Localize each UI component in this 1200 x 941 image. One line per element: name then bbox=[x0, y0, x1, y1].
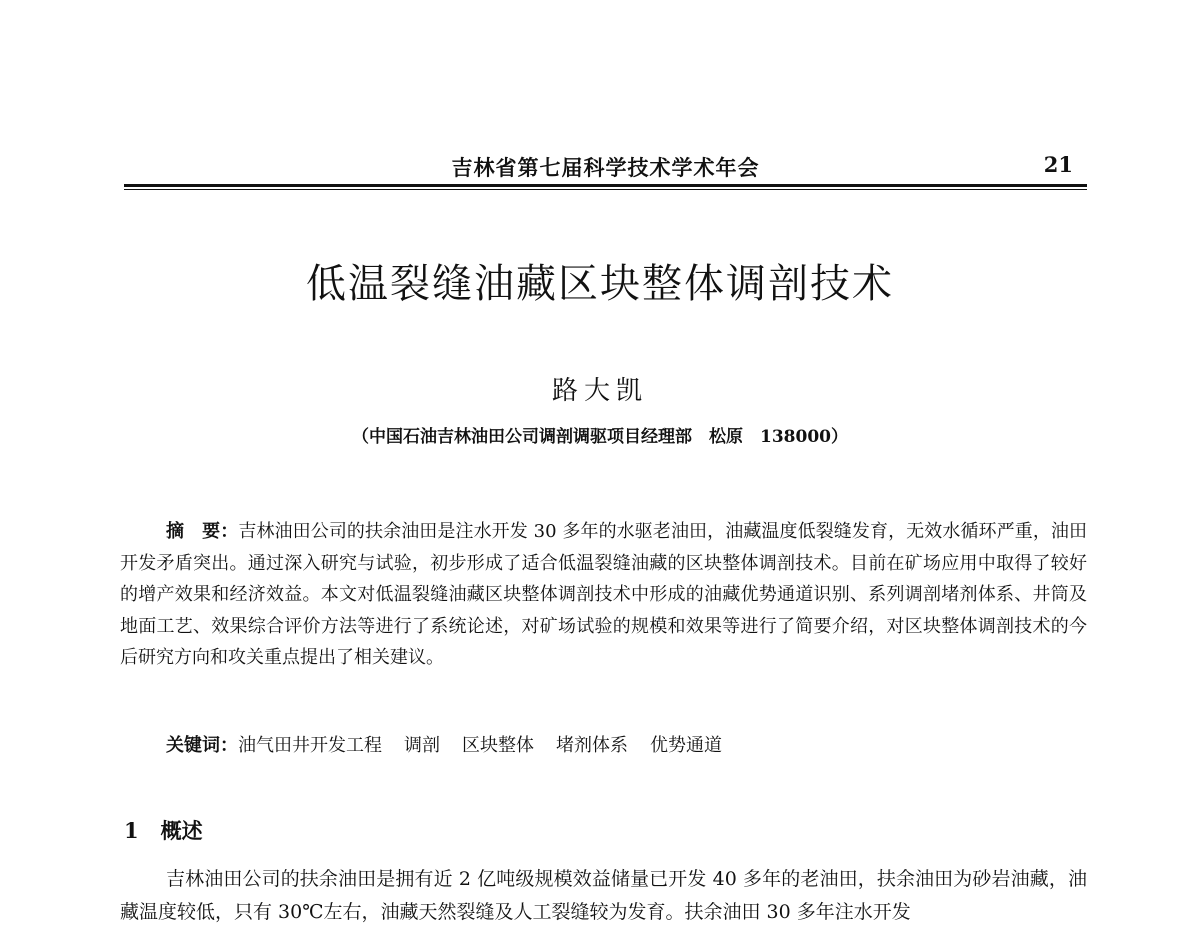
abstract bbox=[120, 516, 1087, 674]
section-number: 1 bbox=[124, 818, 139, 843]
running-header bbox=[124, 150, 1087, 184]
keyword-item: 优势通道 bbox=[650, 735, 722, 756]
body-paragraph: 吉林油田公司的扶余油田是拥有近 2 亿吨级规模效益储量已开发 40 多年的老油田，扶余油田为砂岩油藏，油藏温度较低，只有 30℃左右，油藏天然裂缝及人工裂缝较为发育。扶余油田 30 多年注水开发 bbox=[120, 868, 1087, 923]
paper-title: 低温裂缝油藏区块整体调剖技术 bbox=[306, 261, 894, 307]
running-title: 吉林省第七届科学技术学术年会 bbox=[451, 155, 760, 180]
keyword-item: 堵剂体系 bbox=[556, 735, 628, 756]
section-title: 概述 bbox=[160, 818, 203, 843]
keyword-item: 油气田井开发工程 bbox=[238, 735, 382, 756]
abstract-label: 摘 要： bbox=[166, 521, 239, 542]
header-rule-thick bbox=[124, 184, 1087, 187]
keywords-label: 关键词： bbox=[166, 735, 238, 756]
section-heading bbox=[124, 815, 203, 845]
author-name: 路大凯 bbox=[551, 376, 648, 406]
keyword-item: 调剖 bbox=[404, 735, 440, 756]
page-number: 21 bbox=[1043, 152, 1073, 177]
author-affiliation: （中国石油吉林油田公司调剖调驱项目经理部 松原 138000） bbox=[352, 427, 848, 447]
header-rule-thin bbox=[124, 189, 1087, 190]
keyword-item: 区块整体 bbox=[462, 735, 534, 756]
keywords bbox=[166, 730, 1086, 762]
abstract-text: 吉林油田公司的扶余油田是注水开发 30 多年的水驱老油田，油藏温度低裂缝发育，无效水循环严重，油田开发矛盾突出。通过深入研究与试验，初步形成了适合低温裂缝油藏的区块整体调剖技术。目前在矿场应用中取得了较好的增产效果和经济效益。本文对低温裂缝油藏区块整体调剖技术中形成的油藏优势通道识别、系列调剖堵剂体系、井筒及地面工艺、效果综合评价方法等进行了系统论述，对矿场试验的规模和效果等进行了简要介绍，对区块整体调剖技术的今后研究方向和攻关重点提出了相关建议。 bbox=[120, 521, 1088, 669]
